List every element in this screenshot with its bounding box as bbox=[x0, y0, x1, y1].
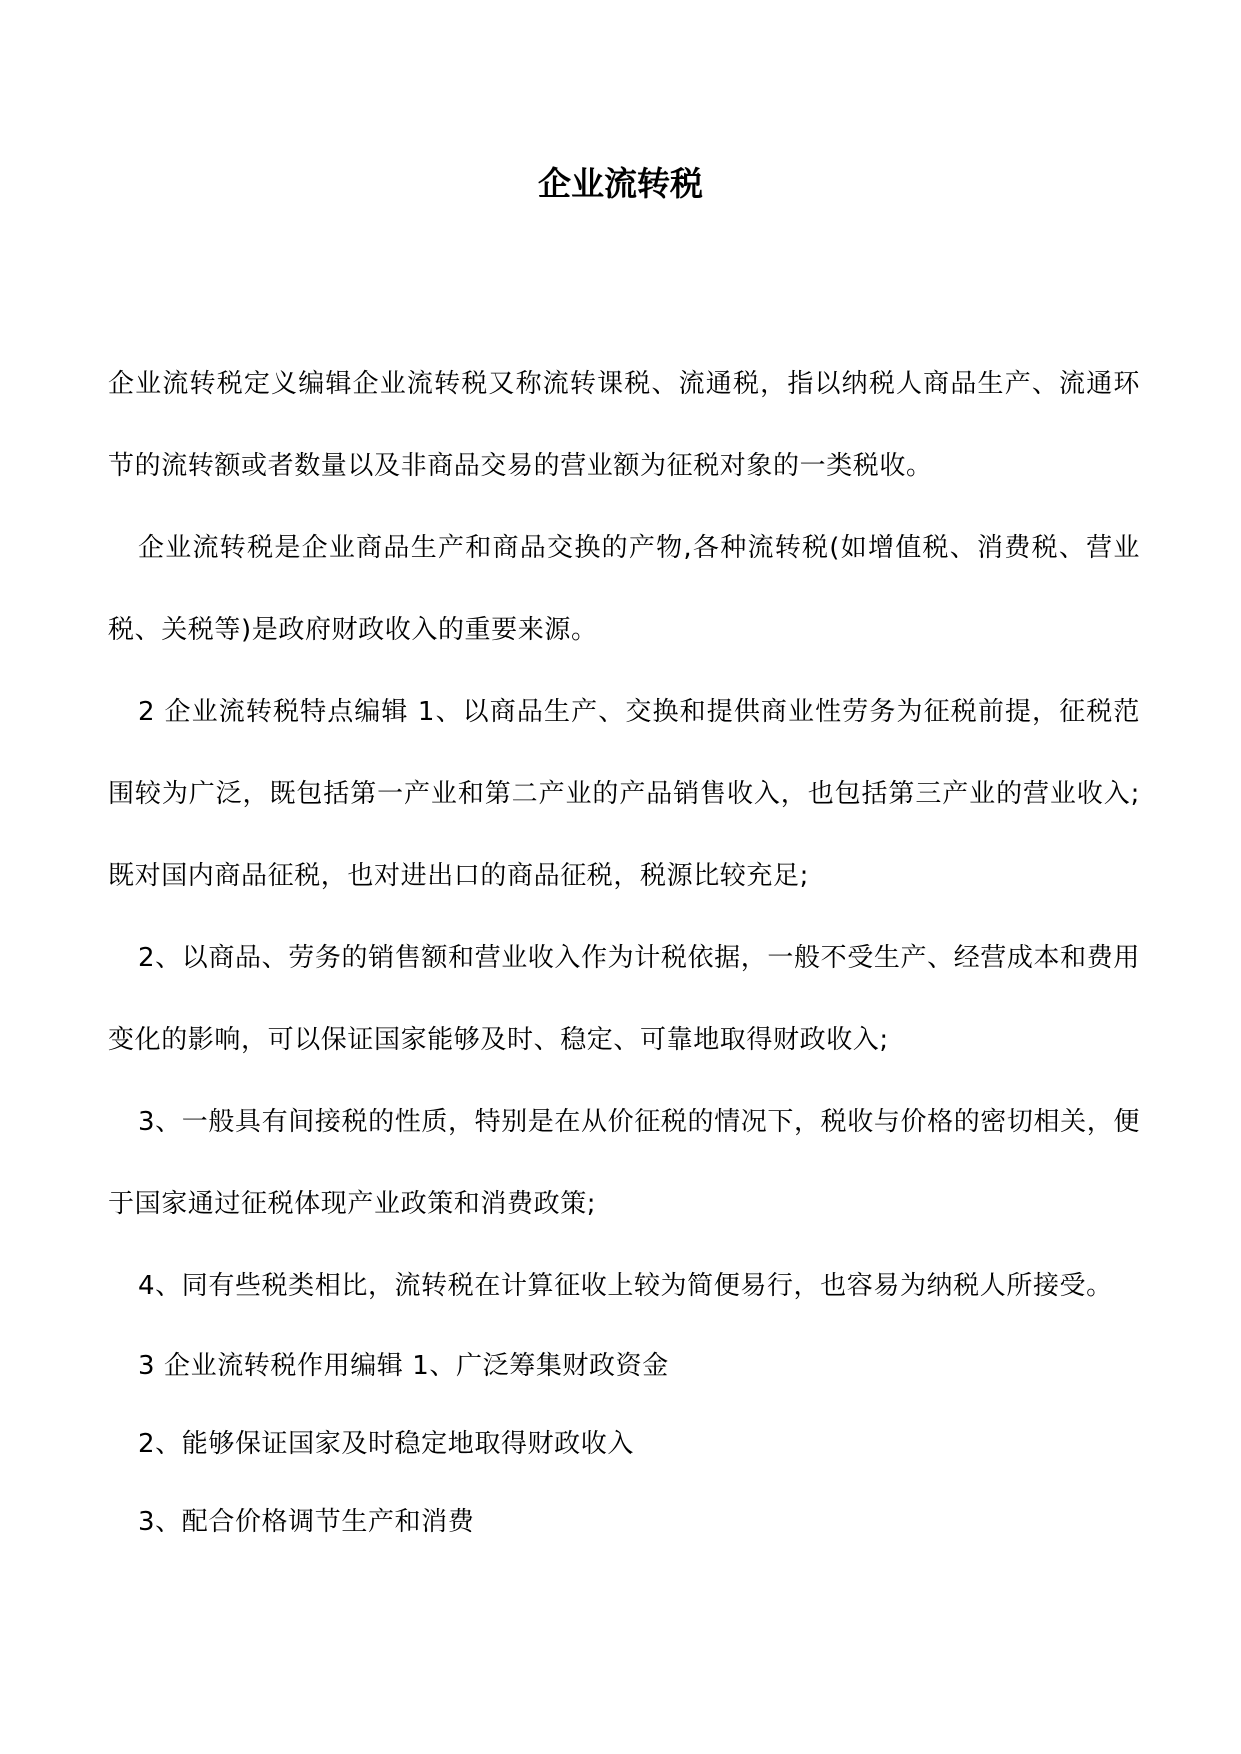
document-title: 企业流转税 bbox=[538, 164, 703, 203]
paragraph-origin: 企业流转税是企业商品生产和商品交换的产物,各种流转税(如增值税、消费税、营业税、关税等)是政府财政收入的重要来源。 bbox=[108, 533, 1140, 645]
paragraph-features-2: 2、以商品、劳务的销售额和营业收入作为计税依据，一般不受生产、经营成本和费用变化的影响，可以保证国家能够及时、稳定、可靠地取得财政收入; bbox=[108, 943, 1140, 1055]
paragraph-definition: 企业流转税定义编辑企业流转税又称流转课税、流通税，指以纳税人商品生产、流通环节的流转额或者数量以及非商品交易的营业额为征税对象的一类税收。 bbox=[108, 369, 1140, 481]
paragraph-features-4: 4、同有些税类相比，流转税在计算征收上较为简便易行，也容易为纳税人所接受。 bbox=[138, 1271, 1113, 1301]
paragraph-functions-1: 3 企业流转税作用编辑 1、广泛筹集财政资金 bbox=[138, 1351, 669, 1381]
paragraph-features-1: 2 企业流转税特点编辑 1、以商品生产、交换和提供商业性劳务为征税前提，征税范围较为广泛，既包括第一产业和第二产业的产品销售收入，也包括第三产业的营业收入;既对国内商品征税，也对进出口的商品征税，税源比较充足; bbox=[108, 697, 1140, 891]
paragraph-functions-2: 2、能够保证国家及时稳定地取得财政收入 bbox=[138, 1429, 634, 1459]
paragraph-features-3: 3、一般具有间接税的性质，特别是在从价征税的情况下，税收与价格的密切相关，便于国家通过征税体现产业政策和消费政策; bbox=[108, 1107, 1140, 1219]
document-body bbox=[108, 343, 1140, 1561]
paragraph-functions-3: 3、配合价格调节生产和消费 bbox=[138, 1507, 475, 1537]
